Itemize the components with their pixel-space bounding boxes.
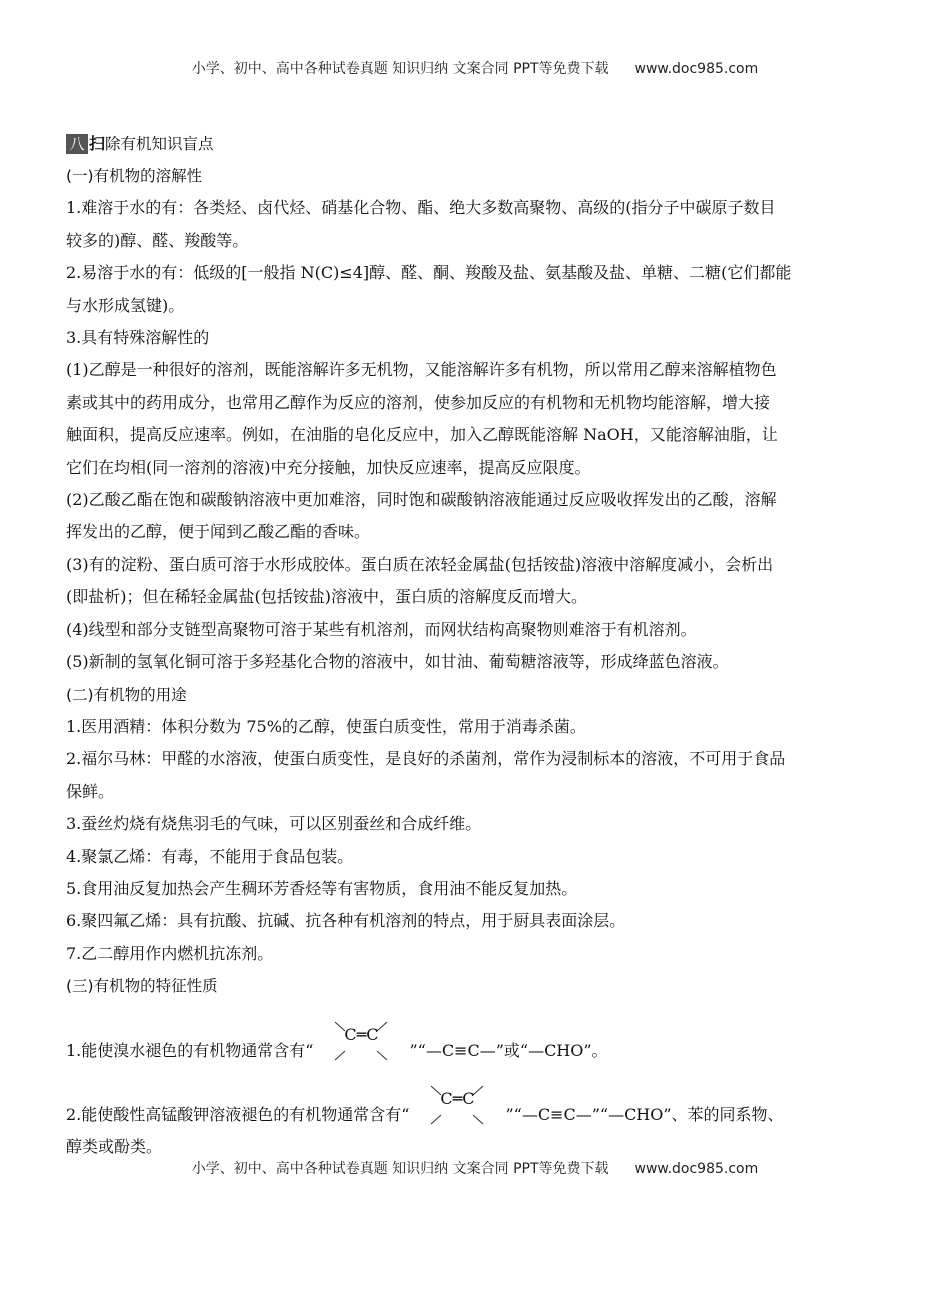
paragraph: (3)有的淀粉、蛋白质可溶于水形成胶体。蛋白质在浓轻金属盐(包括铵盐)溶液中溶解度减小，会析出 <box>66 554 774 574</box>
paragraph: 2.易溶于水的有：低级的[一般指 N(C)≤4]醇、醛、酮、羧酸及盐、氨基酸及盐、单糖、二糖(它们都能 <box>66 263 792 283</box>
paragraph: 2.福尔马林：甲醛的水溶液，使蛋白质变性，是良好的杀菌剂，常作为浸制标本的溶液，不可用于食品 <box>66 749 786 769</box>
formula-paragraph-2 <box>66 1089 892 1131</box>
footer-site-link[interactable]: www.doc985.com <box>634 1161 759 1177</box>
paragraph: (5)新制的氢氧化铜可溶于多羟基化合物的溶液中，如甘油、葡萄糖溶液等，形成绛蓝色溶液。 <box>66 652 729 672</box>
header-text: 小学、初中、高中各种试卷真题 知识归纳 文案合同 PPT等免费下载 <box>191 61 609 77</box>
paragraph: 挥发出的乙醇，便于闻到乙酸乙酯的香味。 <box>66 522 371 542</box>
paragraph: 6.聚四氟乙烯：具有抗酸、抗碱、抗各种有机溶剂的特点，用于厨具表面涂层。 <box>66 911 626 931</box>
section-title-text: 除有机知识盲点 <box>105 134 214 153</box>
paragraph: 3.具有特殊溶解性的 <box>66 328 210 348</box>
part1-heading: (一)有机物的溶解性 <box>66 167 203 185</box>
paragraph: (即盐析)；但在稀轻金属盐(包括铵盐)溶液中，蛋白质的溶解度反而增大。 <box>66 587 587 607</box>
alkene-structure-icon <box>409 1089 505 1128</box>
page-footer <box>0 1158 950 1178</box>
page-header <box>0 58 950 78</box>
paragraph: (1)乙醇是一种很好的溶剂，既能溶解许多无机物，又能溶解许多有机物，所以常用乙醇来溶解植物色 <box>66 360 777 380</box>
section-title <box>66 128 892 160</box>
paragraph: 它们在均相(同一溶剂的溶液)中充分接触，加快反应速率，提高反应限度。 <box>66 457 591 477</box>
section-number-badge: 八 <box>66 134 88 154</box>
paragraph: 1.难溶于水的有：各类烃、卤代烃、硝基化合物、酯、绝大多数高聚物、高级的(指分子中碳原子数目 <box>66 198 776 218</box>
alkene-label: C═C <box>440 1089 475 1109</box>
paragraph: 4.聚氯乙烯：有毒，不能用于食品包装。 <box>66 846 354 866</box>
formula-text-pre: 2.能使酸性高锰酸钾溶液褪色的有机物通常含有“ <box>66 1104 410 1124</box>
footer-text: 小学、初中、高中各种试卷真题 知识归纳 文案合同 PPT等免费下载 <box>191 1161 609 1177</box>
alkene-label: C═C <box>344 1025 379 1045</box>
part3-heading: (三)有机物的特征性质 <box>66 977 218 996</box>
formula-text-post: ”“—C≡C—”或“—CHO”。 <box>409 1040 608 1060</box>
paragraph: 5.食用油反复加热会产生稠环芳香烃等有害物质，食用油不能反复加热。 <box>66 878 578 898</box>
paragraph: 保鲜。 <box>66 781 115 801</box>
paragraph: 3.蚕丝灼烧有烧焦羽毛的气味，可以区别蚕丝和合成纤维。 <box>66 814 482 834</box>
spacer <box>66 1003 892 1035</box>
paragraph: 1.医用酒精：体积分数为 75%的乙醇，使蛋白质变性，常用于消毒杀菌。 <box>66 716 586 736</box>
part2-heading: (二)有机物的用途 <box>66 685 187 704</box>
paragraph: 醇类或酚类。 <box>66 1137 163 1157</box>
alkene-structure-icon <box>313 1025 409 1064</box>
formula-paragraph-1 <box>66 1025 892 1067</box>
paragraph: 7.乙二醇用作内燃机抗冻剂。 <box>66 943 274 963</box>
paragraph: 与水形成氢键)。 <box>66 295 185 315</box>
paragraph: 触面积，提高反应速率。例如，在油脂的皂化反应中，加入乙醇既能溶解 NaOH，又能溶解油脂，让 <box>66 425 778 445</box>
header-site-link[interactable]: www.doc985.com <box>634 61 759 77</box>
paragraph: (4)线型和部分支链型高聚物可溶于某些有机溶剂，而网状结构高聚物则难溶于有机溶剂。 <box>66 619 697 639</box>
formula-text-pre: 1.能使溴水褪色的有机物通常含有“ <box>66 1040 314 1060</box>
document-body <box>66 128 892 1164</box>
paragraph: 素或其中的药用成分，也常用乙醇作为反应的溶剂，使参加反应的有机物和无机物均能溶解，增大接 <box>66 392 771 412</box>
formula-text-post: ”“—C≡C—”“—CHO”、苯的同系物、 <box>505 1104 784 1124</box>
section-title-first-char: 扫 <box>89 133 106 153</box>
paragraph: 较多的)醇、醛、羧酸等。 <box>66 230 249 250</box>
paragraph: (2)乙酸乙酯在饱和碳酸钠溶液中更加难溶，同时饱和碳酸钠溶液能通过反应吸收挥发出的乙酸，溶解 <box>66 490 777 510</box>
